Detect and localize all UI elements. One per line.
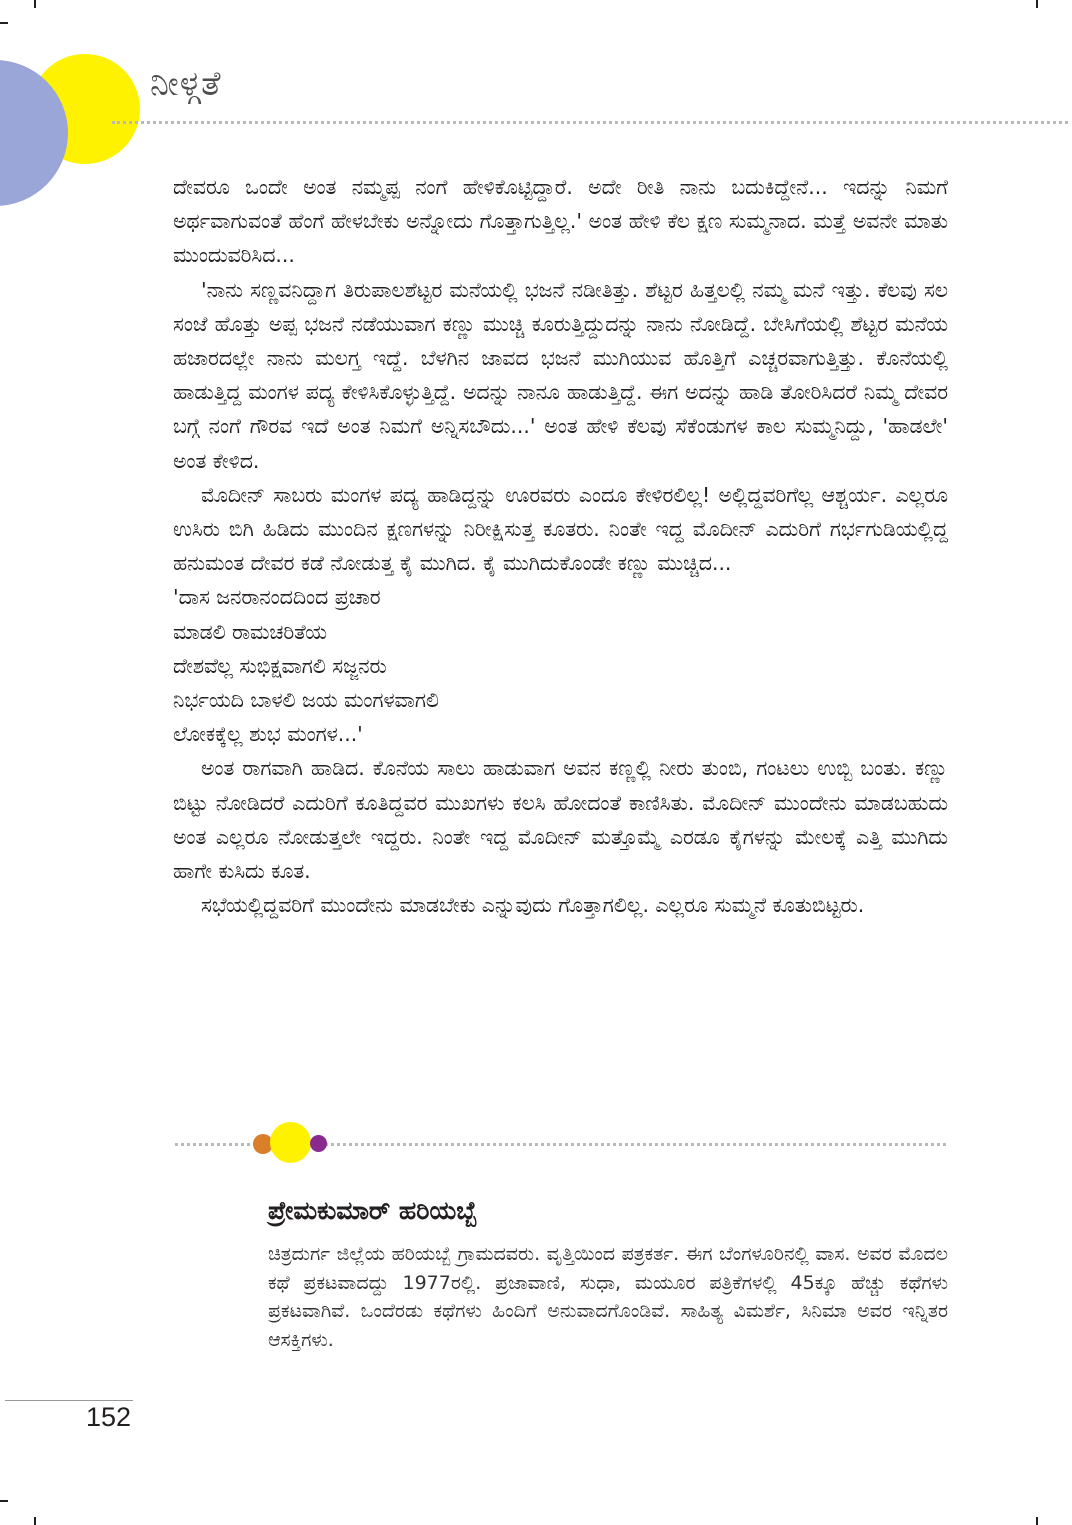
verse-line: ಲೋಕಕ್ಕೆಲ್ಲ ಶುಭ ಮಂಗಳ...' <box>173 722 363 747</box>
separator-yellow-dot <box>270 1122 311 1163</box>
crop-mark <box>34 1517 36 1525</box>
verse-line: ಮಾಡಲಿ ರಾಮಚರಿತೆಯ <box>173 619 327 644</box>
story-paragraph: ದೇವರೂ ಒಂದೇ ಅಂತ ನಮ್ಮಪ್ಪ ನಂಗೆ ಹೇಳಿಕೊಟ್ಟಿದ್ದಾರೆ. ಅದೇ ರೀತಿ ನಾನು ಬದುಕಿದ್ದೇನೆ... ಇದನ್ನು ನಿಮಗೆ ಅರ್ಥವಾಗುವಂತೆ ಹೆಂಗೆ ಹೇಳಬೇಕು ಅನ್ನೋದು ಗೊತ್ತಾಗುತ್ತಿಲ್ಲ.' ಅಂತ ಹೇಳಿ ಕೆಲ ಕ್ಷಣ ಸುಮ್ಮನಾದ. ಮತ್ತೆ ಅವನೇ ಮಾತು ಮುಂದುವರಿಸಿದ... <box>173 175 948 268</box>
verse-line: 'ದಾಸ ಜನರಾನಂದದಿಂದ ಪ್ರಚಾರ <box>173 585 381 610</box>
story-paragraph: ಅಂತ ರಾಗವಾಗಿ ಹಾಡಿದ. ಕೊನೆಯ ಸಾಲು ಹಾಡುವಾಗ ಅವನ ಕಣ್ಣಲ್ಲಿ ನೀರು ತುಂಬಿ, ಗಂಟಲು ಉಬ್ಬಿ ಬಂತು. ಕಣ್ಣು ಬಿಟ್ಟು ನೋಡಿದರೆ ಎದುರಿಗೆ ಕೂತಿದ್ದವರ ಮುಖಗಳು ಕಲಸಿ ಹೋದಂತೆ ಕಾಣಿಸಿತು. ಮೊದೀನ್ ಮುಂದೇನು ಮಾಡಬಹುದು ಅಂತ ಎಲ್ಲರೂ ನೋಡುತ್ತಲೇ ಇದ್ದರು. ನಿಂತೇ ಇದ್ದ ಮೊದೀನ್ ಮತ್ತೊಮ್ಮೆ ಎರಡೂ ಕೈಗಳನ್ನು ಮೇಲಕ್ಕೆ ಎತ್ತಿ ಮುಗಿದು ಹಾಗೇ ಕುಸಿದು ಕೂತ. <box>173 756 948 883</box>
crop-mark <box>1036 0 1038 8</box>
page-number-rule <box>5 1400 133 1401</box>
header-dotted-rule <box>112 121 1068 124</box>
story-body <box>173 170 948 922</box>
story-paragraph: ಮೊದೀನ್ ಸಾಬರು ಮಂಗಳ ಪದ್ಯ ಹಾಡಿದ್ದನ್ನು ಊರವರು ಎಂದೂ ಕೇಳಿರಲಿಲ್ಲ! ಅಲ್ಲಿದ್ದವರಿಗೆಲ್ಲ ಆಶ್ಚರ್ಯ. ಎಲ್ಲರೂ ಉಸಿರು ಬಿಗಿ ಹಿಡಿದು ಮುಂದಿನ ಕ್ಷಣಗಳನ್ನು ನಿರೀಕ್ಷಿಸುತ್ತ ಕೂತರು. ನಿಂತೇ ಇದ್ದ ಮೊದೀನ್ ಎದುರಿಗೆ ಗರ್ಭಗುಡಿಯಲ್ಲಿದ್ದ ಹನುಮಂತ ದೇವರ ಕಡೆ ನೋಡುತ್ತ ಕೈ ಮುಗಿದ. ಕೈ ಮುಗಿದುಕೊಂಡೇ ಕಣ್ಣು ಮುಚ್ಚಿದ... <box>173 482 948 576</box>
crop-mark <box>0 22 8 24</box>
page-number: 152 <box>86 1402 132 1432</box>
song-verse <box>173 580 948 751</box>
story-paragraph: 'ನಾನು ಸಣ್ಣವನಿದ್ದಾಗ ತಿರುಪಾಲಶೆಟ್ಟರ ಮನೆಯಲ್ಲಿ ಭಜನೆ ನಡೀತಿತ್ತು. ಶೆಟ್ಟರ ಹಿತ್ತಲಲ್ಲಿ ನಮ್ಮ ಮನೆ ಇತ್ತು. ಕೆಲವು ಸಲ ಸಂಜೆ ಹೊತ್ತು ಅಪ್ಪ ಭಜನೆ ನಡೆಯುವಾಗ ಕಣ್ಣು ಮುಚ್ಚಿ ಕೂರುತ್ತಿದ್ದುದನ್ನು ನಾನು ನೋಡಿದ್ದೆ. ಬೇಸಿಗೆಯಲ್ಲಿ ಶೆಟ್ಟರ ಮನೆಯ ಹಜಾರದಲ್ಲೇ ನಾನು ಮಲಗ್ತ ಇದ್ದೆ. ಬೆಳಗಿನ ಜಾವದ ಭಜನೆ ಮುಗಿಯುವ ಹೊತ್ತಿಗೆ ಎಚ್ಚರವಾಗುತ್ತಿತ್ತು. ಕೊನೆಯಲ್ಲಿ ಹಾಡುತ್ತಿದ್ದ ಮಂಗಳ ಪದ್ಯ ಕೇಳಿಸಿಕೊಳ್ಳುತ್ತಿದ್ದೆ. ಅದನ್ನು ನಾನೂ ಹಾಡುತ್ತಿದ್ದೆ. ಈಗ ಅದನ್ನು ಹಾಡಿ ತೋರಿಸಿದರೆ ನಿಮ್ಮ ದೇವರ ಬಗ್ಗೆ ನಂಗೆ ಗೌರವ ಇದೆ ಅಂತ ನಿಮಗೆ ಅನ್ನಿಸಬೌದು...' ಅಂತ ಹೇಳಿ ಕೆಲವು ಸೆಕೆಂಡುಗಳ ಕಾಲ ಸುಮ್ಮನಿದ್ದು, 'ಹಾಡಲೇ' ಅಂತ ಕೇಳಿದ. <box>173 277 948 473</box>
section-title: ನೀಳ್ಗತೆ <box>150 64 222 104</box>
separator-purple-dot <box>310 1135 327 1152</box>
crop-mark <box>34 0 36 8</box>
crop-mark <box>0 1500 8 1502</box>
verse-line: ನಿರ್ಭಯದಿ ಬಾಳಲಿ ಜಯ ಮಂಗಳವಾಗಲಿ <box>173 688 439 712</box>
author-bio: ಚಿತ್ರದುರ್ಗ ಜಿಲ್ಲೆಯ ಹರಿಯಬ್ಬೆ ಗ್ರಾಮದವರು. ವೃತ್ತಿಯಿಂದ ಪತ್ರಕರ್ತ. ಈಗ ಬೆಂಗಳೂರಿನಲ್ಲಿ ವಾಸ. ಅವರ ಮೊದಲ ಕಥೆ ಪ್ರಕಟವಾದದ್ದು 1977ರಲ್ಲಿ. ಪ್ರಜಾವಾಣಿ, ಸುಧಾ, ಮಯೂರ ಪತ್ರಿಕೆಗಳಲ್ಲಿ 45ಕ್ಕೂ ಹೆಚ್ಚು ಕಥೆಗಳು ಪ್ರಕಟವಾಗಿವೆ. ಒಂದೆರಡು ಕಥೆಗಳು ಹಿಂದಿಗೆ ಅನುವಾದಗೊಂಡಿವೆ. ಸಾಹಿತ್ಯ ವಿಮರ್ಶೆ, ಸಿನಿಮಾ ಅವರ ಇನ್ನಿತರ ಆಸಕ್ತಿಗಳು. <box>268 1243 948 1351</box>
crop-mark <box>1036 1517 1038 1525</box>
verse-line: ದೇಶವೆಲ್ಲ ಸುಭಿಕ್ಷವಾಗಲಿ ಸಜ್ಜನರು <box>173 653 387 678</box>
story-paragraph: ಸಭೆಯಲ್ಲಿದ್ದವರಿಗೆ ಮುಂದೇನು ಮಾಡಬೇಕು ಎನ್ನುವುದು ಗೊತ್ತಾಗಲಿಲ್ಲ. ಎಲ್ಲರೂ ಸುಮ್ಮನೆ ಕೂತುಬಿಟ್ಟರು. <box>201 893 865 918</box>
author-name: ಪ್ರೇಮಕುಮಾರ್ ಹರಿಯಬ್ಬೆ <box>268 1196 478 1225</box>
